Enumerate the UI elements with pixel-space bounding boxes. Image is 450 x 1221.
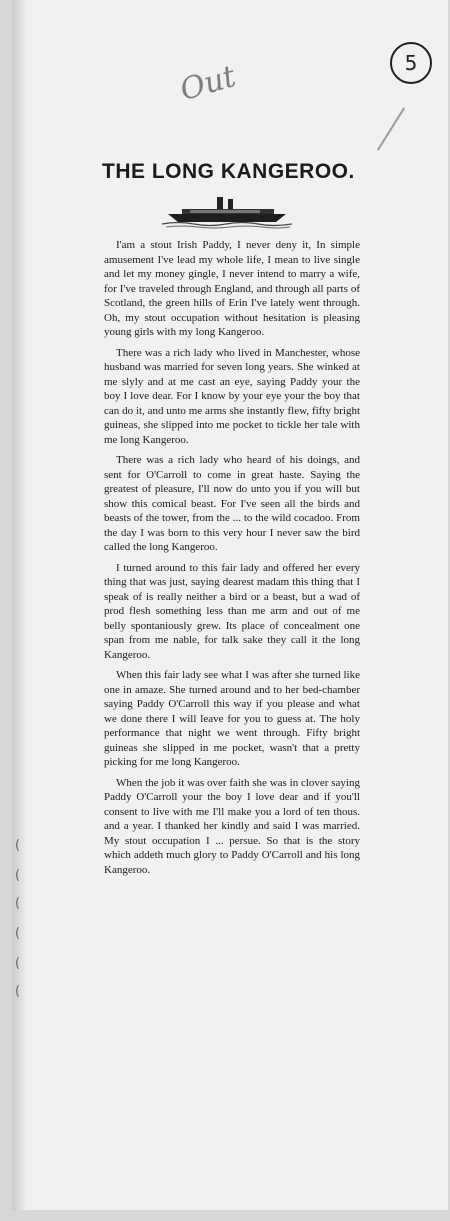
margin-tick: ( bbox=[15, 956, 21, 971]
verse-1: I'am a stout Irish Paddy, I never deny it, In simple amusement I've lead my whole life, I mean to live single and let my money gingle, I never intend to marry a wife, for I've traveled through England, and through all parts of Scotland, the green hills of Erin I've lately went through. Oh, my stout occupation without hesitation is pleasing young girls with my long Kangeroo. bbox=[104, 239, 360, 338]
pencil-stroke bbox=[377, 107, 405, 150]
verse-2: There was a rich lady who lived in Manchester, whose husband was married for seven long years. She winked at me slyly and at me cast an eye, saying Paddy your the boy I love dear. For I know by your eye your the boy that can do it, and unto me arms she instantly flew, fifty bright guineas, she slipped into me pocket to tickle her tale with me long Kangeroo. bbox=[104, 346, 360, 446]
verse-5: When this fair lady see what I was after she turned like one in amaze. She turned around and to her bed-chamber saying Paddy O'Carroll this way if you please and what we done there I will leave for you to guess at. The holy performance that night we went through. Fifty bright guineas she slipped in me pocket, wasn't that a pretty picking for me long Kangeroo. bbox=[104, 669, 360, 768]
verse-3: There was a rich lady who heard of his doings, and sent for O'Carroll to come in great haste. Saying the greatest of pleasure, I'll now do unto you if you will but show this comical beast. For I've seen all the birds and beasts of the tower, from the ... to the wild cocadoo. From the day I was born to this very hour I never saw the bird called the long Kangeroo. bbox=[104, 454, 360, 553]
margin-tick: ( bbox=[15, 838, 21, 853]
fold-shadow bbox=[12, 0, 26, 1210]
pencil-note: Out bbox=[176, 58, 240, 109]
song-title: THE LONG KANGEROO. bbox=[102, 160, 355, 183]
circled-page-number bbox=[390, 42, 432, 84]
steamboat-icon bbox=[162, 195, 292, 229]
verse-6: When the job it was over faith she was in clover saying Paddy O'Carroll your the boy I love dear and if you'll consent to live with me I'll make you a lord of ten thous. and a year. I thanked her kindly and said I was married. My stout occupation I ... persue. So that is the story which addeth much glory to Paddy O'Carroll and his long Kangeroo. bbox=[104, 776, 360, 876]
margin-tick: ( bbox=[15, 926, 21, 941]
margin-tick: ( bbox=[15, 984, 21, 999]
page-number-text: 5 bbox=[404, 51, 418, 75]
verse-4: I turned around to this fair lady and offered her every thing that was just, saying dearest madam this thing that I speak of is really neither a bird or a beast, but a wad of prod flesh something less than me arm and out of me belly spontaniously grew. Its place of concealment one span from me nable, for talk sake they call it the long Kangeroo. bbox=[104, 561, 360, 661]
song-body bbox=[104, 238, 360, 883]
margin-tick: ( bbox=[15, 896, 21, 911]
margin-tick: ( bbox=[15, 868, 21, 883]
song-sheet bbox=[12, 0, 448, 1210]
